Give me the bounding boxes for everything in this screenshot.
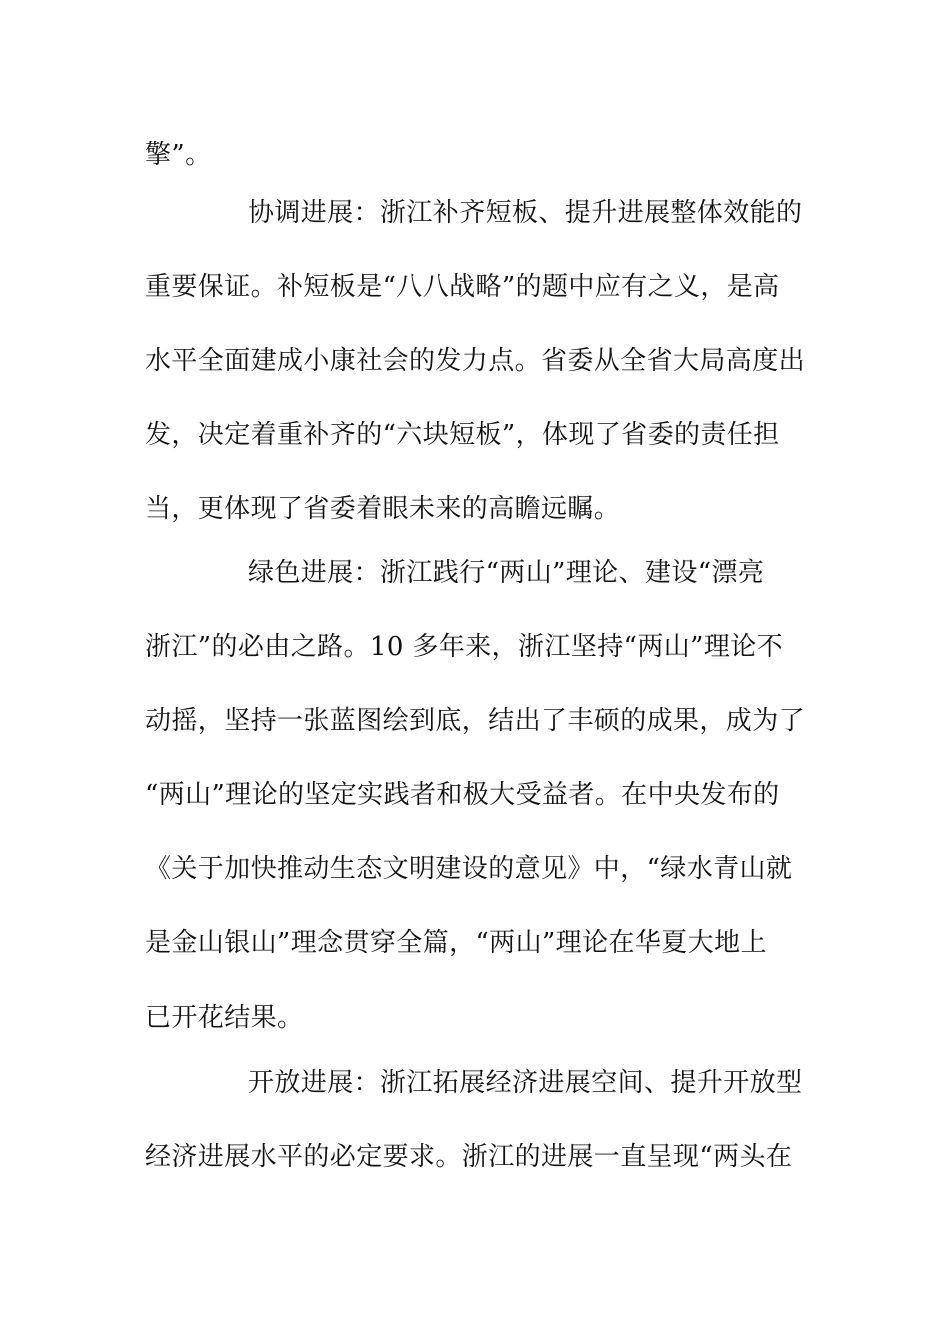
text-line: 当，更体现了省委着眼未来的高瞻远瞩。 bbox=[145, 494, 621, 524]
text-line: “两山”理论的坚定实践者和极大受益者。在中央发布的 bbox=[145, 780, 780, 810]
text-line: 经济进展水平的必定要求。浙江的进展一直呈现“两头在 bbox=[145, 1142, 793, 1172]
text-line: 水平全面建成小康社会的发力点。省委从全省大局高度出 bbox=[145, 346, 806, 376]
text-line: 浙江”的必由之路。10 多年来，浙江坚持“两山”理论不 bbox=[145, 632, 784, 662]
text-line: 动摇，坚持一张蓝图绘到底，结出了丰硕的成果，成为了 bbox=[145, 706, 806, 736]
text-line: 是金山银山”理念贯穿全篇，“两山”理论在华夏大地上 bbox=[145, 928, 767, 958]
text-line: 已开花结果。 bbox=[145, 1003, 304, 1033]
paragraph-heading-line: 协调进展：浙江补齐短板、提升进展整体效能的 bbox=[248, 198, 803, 228]
text-line: 重要保证。补短板是“八八战略”的题中应有之义，是高 bbox=[145, 272, 780, 302]
paragraph-heading-line: 绿色进展：浙江践行“两山”理论、建设“漂亮 bbox=[248, 558, 765, 588]
text-line: 擎”。 bbox=[145, 140, 212, 170]
text-line: 《关于加快推动生态文明建设的意见》中，“绿水青山就 bbox=[145, 854, 793, 884]
paragraph-heading-line: 开放进展：浙江拓展经济进展空间、提升开放型 bbox=[248, 1068, 803, 1098]
text-line: 发，决定着重补齐的“六块短板”，体现了省委的责任担 bbox=[145, 420, 780, 450]
